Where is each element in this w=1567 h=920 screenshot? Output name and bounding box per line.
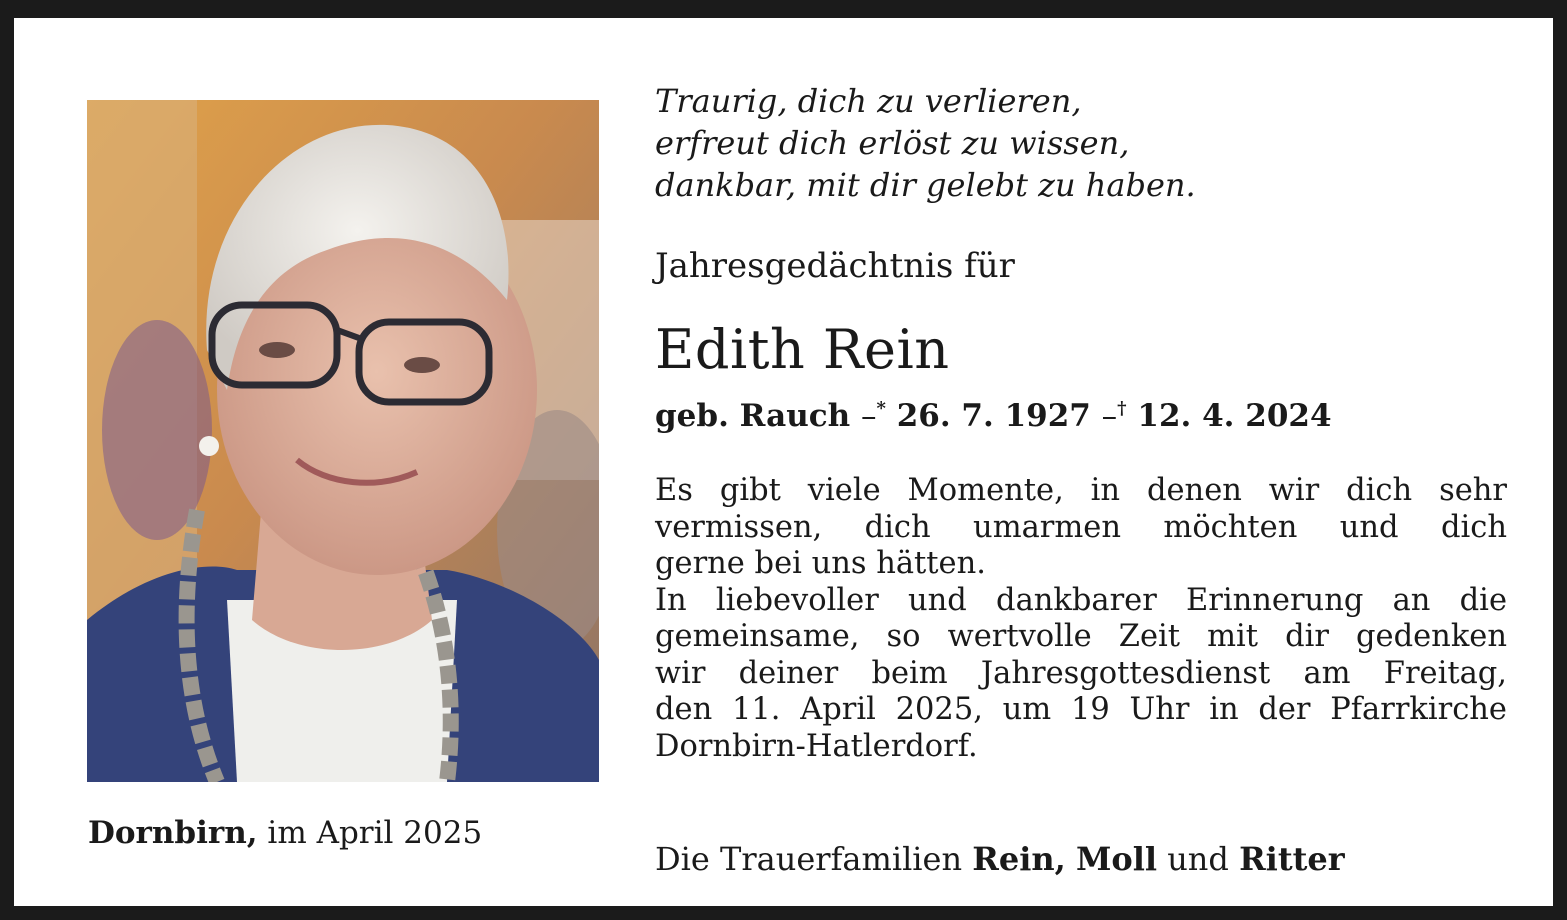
birth-date: 26. 7. 1927 <box>896 398 1091 434</box>
family-signature <box>655 840 1345 878</box>
dash: – <box>1101 398 1118 434</box>
family-name: Ritter <box>1239 840 1345 878</box>
maiden-name: geb. Rauch <box>655 398 851 434</box>
place-city: Dornbirn, <box>88 815 258 851</box>
place-date-text: im April 2025 <box>267 815 483 851</box>
text-line: gerne bei uns hätten. <box>655 546 986 581</box>
family-name: Moll <box>1075 840 1158 878</box>
death-date: 12. 4. 2024 <box>1137 398 1332 434</box>
poem-line: Traurig, dich zu verlieren, <box>655 82 1082 120</box>
place-date <box>88 815 482 851</box>
memorial-heading: Jahresgedächtnis für <box>655 246 1015 286</box>
text-line: vermissen, dich umarmen möchten und dich <box>655 509 1507 545</box>
text-line: gemeinsame, so wertvolle Zeit mit dir gedenken <box>655 619 1507 654</box>
portrait-photo <box>87 100 599 782</box>
deceased-name: Edith Rein <box>655 318 950 381</box>
death-cross-icon: † <box>1117 398 1127 419</box>
poem-line: erfreut dich erlöst zu wissen, <box>655 124 1130 162</box>
family-name: Rein, <box>972 840 1066 878</box>
poem-line: dankbar, mit dir gelebt zu haben. <box>655 166 1196 204</box>
life-dates <box>655 398 1332 434</box>
portrait-illustration <box>87 100 599 782</box>
poem <box>655 80 1196 206</box>
memorial-text <box>655 473 1507 765</box>
text-line: In liebevoller und dankbarer Erinnerung an die <box>655 582 1507 618</box>
text-line: Es gibt viele Momente, in denen wir dich sehr <box>655 473 1507 508</box>
family-conjunction: und <box>1167 840 1229 878</box>
text-line: den 11. April 2025, um 19 Uhr in der Pfarrkirche <box>655 692 1507 727</box>
family-prefix: Die Trauerfamilien <box>655 840 963 878</box>
text-line: wir deiner beim Jahresgottesdienst am Freitag, <box>655 655 1507 691</box>
text-line: Dornbirn-Hatlerdorf. <box>655 728 978 764</box>
dash: – <box>860 398 877 434</box>
birth-star-icon: * <box>876 398 886 419</box>
